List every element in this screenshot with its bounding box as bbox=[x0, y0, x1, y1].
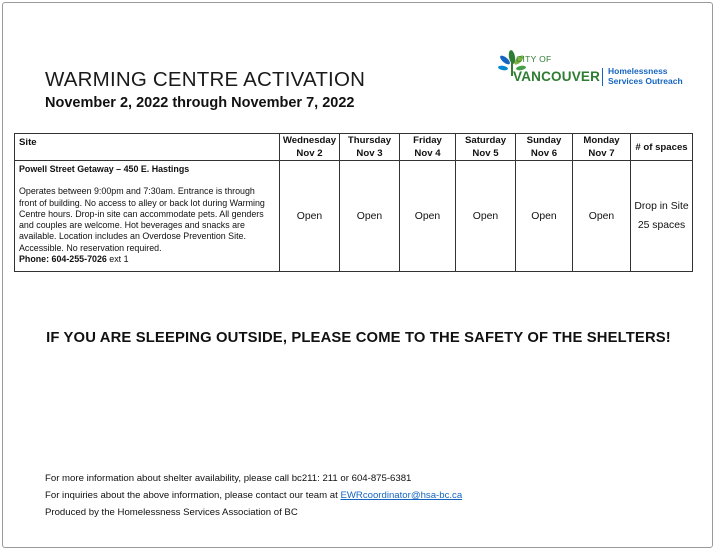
header-day-friday bbox=[400, 134, 456, 161]
logo-city-of: CITY OF bbox=[516, 54, 552, 64]
header-day-monday bbox=[573, 134, 631, 161]
city-of-vancouver-logo bbox=[498, 46, 698, 90]
site-name: Powell Street Getaway – 450 E. Hastings bbox=[19, 164, 190, 174]
header-spaces: # of spaces bbox=[631, 134, 693, 161]
header-day-label: Wednesday bbox=[282, 135, 337, 146]
footer-inquiries-text: For inquiries about the above information, please contact our team at bbox=[45, 490, 341, 501]
table-row bbox=[15, 161, 693, 272]
header-day-label: Saturday bbox=[464, 135, 507, 146]
status-sunday: Open bbox=[516, 161, 573, 272]
phone-number: Phone: 604-255-7026 bbox=[19, 254, 107, 265]
spaces-cell bbox=[631, 161, 693, 272]
spaces-count: 25 spaces bbox=[637, 220, 686, 231]
header-day-wednesday bbox=[280, 134, 340, 161]
header-day-saturday bbox=[456, 134, 516, 161]
status-friday: Open bbox=[400, 161, 456, 272]
header-day-label: Thursday bbox=[347, 135, 392, 146]
status-saturday: Open bbox=[456, 161, 516, 272]
footer-line-inquiries bbox=[45, 487, 462, 504]
phone-extension: ext 1 bbox=[106, 254, 129, 265]
logo-vancouver: VANCOUVER bbox=[513, 69, 601, 84]
spaces-type: Drop in Site bbox=[634, 201, 689, 212]
logo-department bbox=[608, 67, 683, 86]
status-thursday: Open bbox=[340, 161, 400, 272]
header-date-label: Nov 5 bbox=[472, 148, 499, 159]
header-day-label: Sunday bbox=[526, 135, 562, 146]
header-day-label: Monday bbox=[583, 135, 620, 146]
header-date-label: Nov 3 bbox=[356, 148, 383, 159]
header-date-label: Nov 6 bbox=[530, 148, 558, 159]
footer-line-produced-by: Produced by the Homelessness Services Association of BC bbox=[45, 507, 298, 518]
table-header-row bbox=[15, 134, 693, 161]
header-day-sunday bbox=[516, 134, 573, 161]
site-cell bbox=[15, 161, 280, 272]
date-range-subtitle: November 2, 2022 through November 7, 2022 bbox=[45, 95, 355, 111]
status-monday: Open bbox=[573, 161, 631, 272]
coordinator-email-link[interactable]: EWRcoordinator@hsa-bc.ca bbox=[340, 490, 463, 501]
logo-dept-line2: Services Outreach bbox=[608, 75, 683, 86]
logo-dept-line1: Homelessness bbox=[608, 66, 668, 76]
header-date-label: Nov 7 bbox=[588, 148, 615, 159]
status-wednesday: Open bbox=[280, 161, 340, 272]
header-date-label: Nov 2 bbox=[296, 148, 323, 159]
site-phone bbox=[19, 254, 275, 265]
safety-callout: IF YOU ARE SLEEPING OUTSIDE, PLEASE COME TO THE SAFETY OF THE SHELTERS! bbox=[46, 330, 671, 346]
footer-line-shelter-info: For more information about shelter availability, please call bc211: 211 or 604-875-6381 bbox=[45, 473, 412, 484]
site-description: Operates between 9:00pm and 7:30am. Entrance is through front of building. No access to alley or back lot during Warming Centre hours. Drop-in site can accommodate pets. All genders and couples are welcome. Hot beverages and snacks are available. Location includes an Overdose Prevention Site. Accessible. No reservation required. bbox=[19, 186, 265, 253]
header-site: Site bbox=[15, 134, 280, 161]
header-day-label: Friday bbox=[413, 135, 442, 146]
logo-divider bbox=[602, 68, 603, 86]
header-date-label: Nov 4 bbox=[414, 148, 441, 159]
header-day-thursday bbox=[340, 134, 400, 161]
warming-centre-table bbox=[14, 133, 693, 272]
footer bbox=[45, 470, 462, 521]
page-title: WARMING CENTRE ACTIVATION bbox=[45, 68, 366, 91]
